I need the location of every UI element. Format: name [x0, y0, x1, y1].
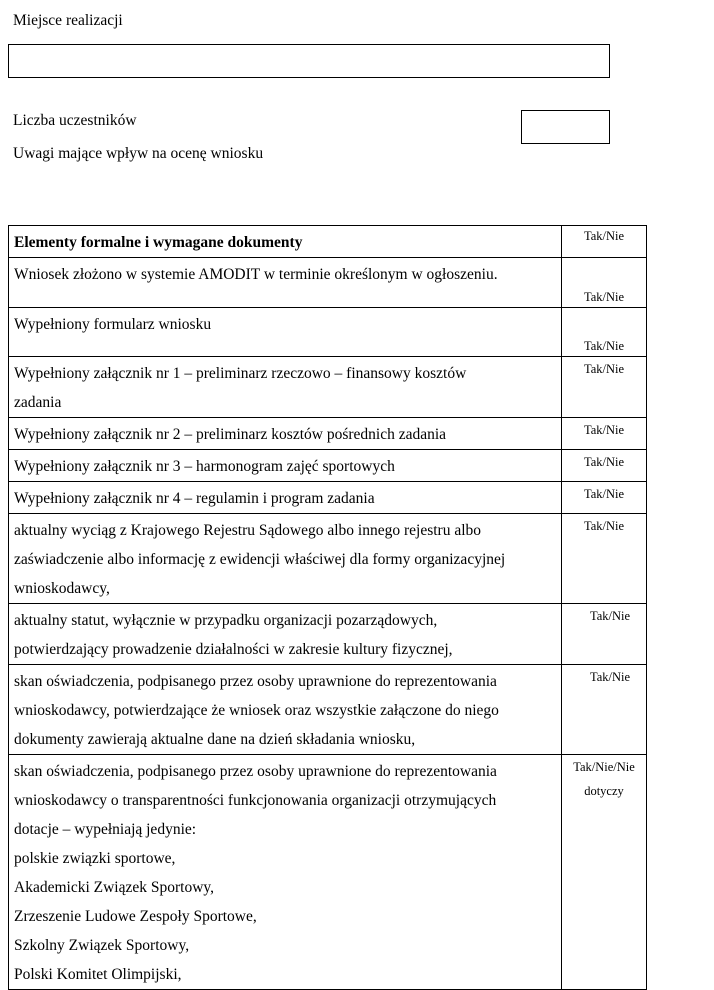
row-line: aktualny wyciąg z Krajowego Rejestru Sądowego albo innego rejestru albo: [14, 522, 482, 539]
row-answer[interactable]: Tak/Nie: [562, 357, 647, 418]
row-answer[interactable]: Tak/Nie: [562, 418, 647, 450]
row-text: [9, 665, 562, 755]
row-line: polskie związki sportowe,: [14, 850, 176, 867]
answer-text: Tak/Nie: [583, 339, 625, 353]
row-answer[interactable]: Tak/Nie: [562, 482, 647, 514]
table-row: [9, 418, 647, 450]
participants-label: Liczba uczestników: [13, 112, 137, 129]
row-text: [9, 514, 562, 604]
table-row: [9, 357, 647, 418]
row-line: wnioskodawcy o transparentności funkcjonowania organizacji otrzymujących: [14, 792, 497, 809]
row-text: [9, 604, 562, 665]
remarks-label: Uwagi mające wpływ na ocenę wniosku: [13, 145, 264, 162]
row-line: skan oświadczenia, podpisanego przez osoby uprawnione do reprezentowania: [14, 763, 497, 780]
row-line: wnioskodawcy,: [14, 580, 110, 597]
row-line: dotacje – wypełniają jedynie:: [14, 821, 197, 838]
row-answer[interactable]: [562, 258, 647, 308]
table-row: [9, 482, 647, 514]
table-header-title: Elementy formalne i wymagane dokumenty: [9, 226, 562, 258]
table-row: [9, 514, 647, 604]
answer-text: dotyczy: [584, 784, 624, 798]
row-line: wnioskodawcy, potwierdzające że wniosek oraz wszystkie załączone do niego: [14, 702, 499, 719]
row-answer[interactable]: [562, 755, 647, 990]
row-answer[interactable]: Tak/Nie: [562, 514, 647, 604]
row-line: skan oświadczenia, podpisanego przez osoby uprawnione do reprezentowania: [14, 673, 497, 690]
row-line: dokumenty zawierają aktualne dane na dzień składania wniosku,: [14, 731, 416, 748]
row-answer[interactable]: Tak/Nie: [562, 604, 647, 665]
table-row: [9, 450, 647, 482]
row-line: potwierdzający prowadzenie działalności w zakresie kultury fizycznej,: [14, 641, 453, 658]
row-line: Szkolny Związek Sportowy,: [14, 937, 190, 954]
row-line: Wypełniony załącznik nr 4 – regulamin i program zadania: [14, 490, 375, 507]
row-line: Wypełniony formularz wniosku: [14, 316, 212, 333]
row-text: [9, 482, 562, 514]
row-line: Wypełniony załącznik nr 1 – preliminarz rzeczowo – finansowy kosztów: [14, 365, 467, 382]
row-line: Wypełniony załącznik nr 2 – preliminarz kosztów pośrednich zadania: [14, 426, 447, 443]
table-row: [9, 258, 647, 308]
table-row: [9, 665, 647, 755]
row-line: Akademicki Związek Sportowy,: [14, 879, 215, 896]
row-line: zaświadczenie albo informację z ewidencji właściwej dla formy organizacyjnej: [14, 551, 506, 568]
table-header-row: [9, 226, 647, 258]
row-line: Polski Komitet Olimpijski,: [14, 966, 182, 983]
row-answer[interactable]: Tak/Nie: [562, 450, 647, 482]
table-row: [9, 308, 647, 357]
location-input[interactable]: [8, 44, 610, 78]
row-line: aktualny statut, wyłącznie w przypadku organizacji pozarządowych,: [14, 612, 438, 629]
formal-elements-table: [8, 225, 647, 990]
location-label: Miejsce realizacji: [13, 12, 123, 29]
row-line: Wypełniony załącznik nr 3 – harmonogram zajęć sportowych: [14, 458, 395, 475]
answer-text: Tak/Nie/Nie: [573, 760, 635, 774]
answer-text: Tak/Nie: [583, 290, 625, 304]
participants-input[interactable]: [521, 110, 610, 144]
table-header-answer: Tak/Nie: [562, 226, 647, 258]
table-row: [9, 755, 647, 990]
row-text: [9, 418, 562, 450]
row-text: [9, 357, 562, 418]
row-line: Wniosek złożono w systemie AMODIT w terminie określonym w ogłoszeniu.: [14, 266, 498, 283]
row-line: Zrzeszenie Ludowe Zespoły Sportowe,: [14, 908, 257, 925]
row-line: zadania: [14, 394, 62, 411]
row-answer[interactable]: [562, 308, 647, 357]
table-row: [9, 604, 647, 665]
row-text: [9, 258, 562, 308]
row-text: [9, 308, 562, 357]
row-answer[interactable]: Tak/Nie: [562, 665, 647, 755]
row-text: [9, 450, 562, 482]
row-text: [9, 755, 562, 990]
